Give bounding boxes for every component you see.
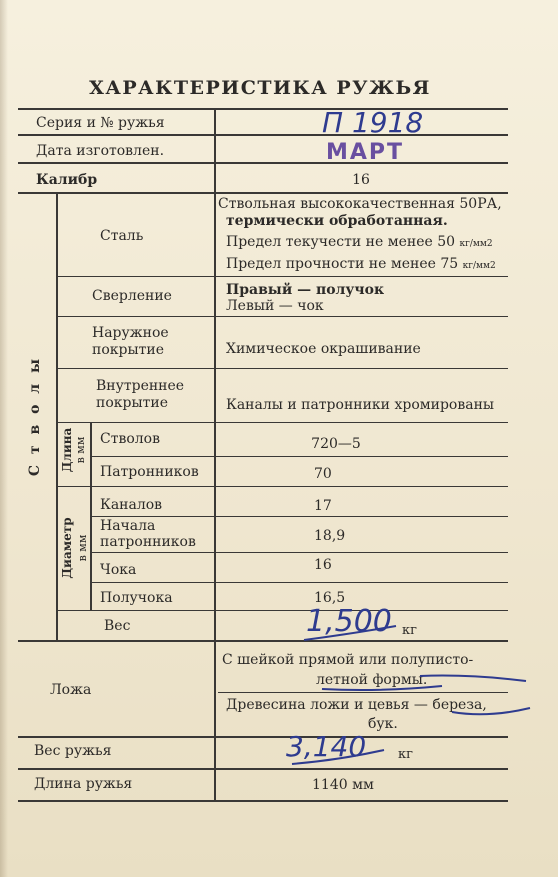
rule-barrel-weight — [18, 640, 508, 642]
dia-choke-label: Чока — [100, 562, 137, 578]
outer-label-1: Наружное — [92, 325, 169, 341]
len-barrels-label: Стволов — [100, 431, 160, 447]
page-edge-shadow — [0, 0, 8, 877]
rule-outer — [58, 368, 508, 369]
stock-line3: Древесина ложи и цевья — береза, — [226, 697, 487, 713]
inner-value: Каналы и патронники хромированы — [226, 397, 495, 413]
outer-label-2: покрытие — [92, 342, 164, 358]
date-label: Дата изготовлен. — [36, 143, 165, 159]
serial-label: Серия и № ружья — [36, 115, 165, 131]
dia-bores-value: 17 — [314, 498, 332, 514]
len-chambers-value: 70 — [314, 466, 332, 482]
barrels-group-label: С т в о л ы — [27, 355, 43, 477]
dia-bores-label: Каналов — [100, 497, 163, 513]
stock-line2: летной формы. — [316, 672, 428, 688]
rule-barrels-group — [56, 192, 58, 640]
rule-bottom — [18, 800, 508, 802]
barrel-weight-label: Вес — [104, 618, 131, 634]
gun-length-value: 1140 мм — [312, 777, 374, 793]
rule-len-chambers — [58, 486, 508, 487]
gun-length-label: Длина ружья — [34, 776, 133, 792]
rule-boring — [58, 316, 508, 317]
gun-weight-value: 3,140 — [286, 730, 367, 763]
gun-weight-unit: кг — [398, 747, 413, 762]
rule-gun-weight — [18, 768, 508, 770]
steel-label: Сталь — [100, 228, 144, 244]
length-group-unit: в мм — [74, 436, 87, 464]
inner-label-1: Внутреннее — [96, 378, 185, 394]
diameter-group-unit: в мм — [76, 534, 89, 562]
boring-line2: Левый — чок — [226, 298, 324, 314]
rule-main-divider — [214, 108, 216, 800]
steel-line1: Ствольная высококачественная 50РА, — [218, 196, 502, 212]
dia-choke-value: 16 — [314, 557, 332, 573]
steel-line3: Предел текучести не менее 50 кг/мм2 — [226, 234, 493, 250]
date-stamp: МАРТ — [326, 140, 405, 165]
serial-value: П 1918 — [322, 106, 424, 139]
diameter-group-label: Диаметр — [60, 517, 74, 579]
rule-date — [18, 162, 508, 164]
rule-serial — [18, 134, 508, 136]
outer-value: Химическое окрашивание — [226, 341, 421, 357]
rule-stock — [18, 736, 508, 738]
len-chambers-label: Патронников — [100, 464, 199, 480]
rule-dia-bores — [92, 516, 508, 517]
dia-halfchoke-label: Получока — [100, 590, 173, 606]
dia-halfchoke-value: 16,5 — [314, 590, 346, 606]
caliber-label: Калибр — [36, 172, 98, 188]
dia-chamber-label-2: патронников — [100, 534, 196, 550]
stock-line1: С шейкой прямой или полуписто- — [222, 652, 474, 668]
rule-dia-chamber — [92, 552, 508, 553]
steel-line4: Предел прочности не менее 75 кг/мм2 — [226, 256, 496, 272]
rule-dia-halfchoke — [58, 610, 508, 611]
inner-label-2: покрытие — [96, 395, 168, 411]
dia-chamber-label-1: Начала — [100, 518, 156, 534]
rule-inner — [58, 422, 508, 423]
rule-dia-choke — [92, 582, 508, 583]
length-group-label: Длина — [60, 427, 74, 473]
stock-label: Ложа — [50, 682, 92, 698]
rule-stock-mid — [218, 692, 508, 693]
gun-weight-label: Вес ружья — [34, 743, 112, 759]
len-barrels-value: 720—5 — [311, 436, 361, 452]
rule-steel — [58, 276, 508, 277]
barrel-weight-value: 1,500 — [306, 604, 392, 639]
rule-caliber — [18, 192, 508, 194]
caliber-value: 16 — [352, 172, 370, 188]
boring-label: Сверление — [92, 288, 172, 304]
rule-top — [18, 108, 508, 110]
barrel-weight-unit: кг — [402, 623, 417, 638]
stock-line4: бук. — [368, 716, 398, 732]
boring-line1: Правый — получок — [226, 282, 385, 298]
rule-len-barrels — [92, 456, 508, 457]
steel-line2: термически обработанная. — [226, 213, 448, 229]
document-title: ХАРАКТЕРИСТИКА РУЖЬЯ — [89, 77, 431, 99]
underline-stroke-1 — [420, 676, 526, 681]
dia-chamber-value: 18,9 — [314, 528, 346, 544]
